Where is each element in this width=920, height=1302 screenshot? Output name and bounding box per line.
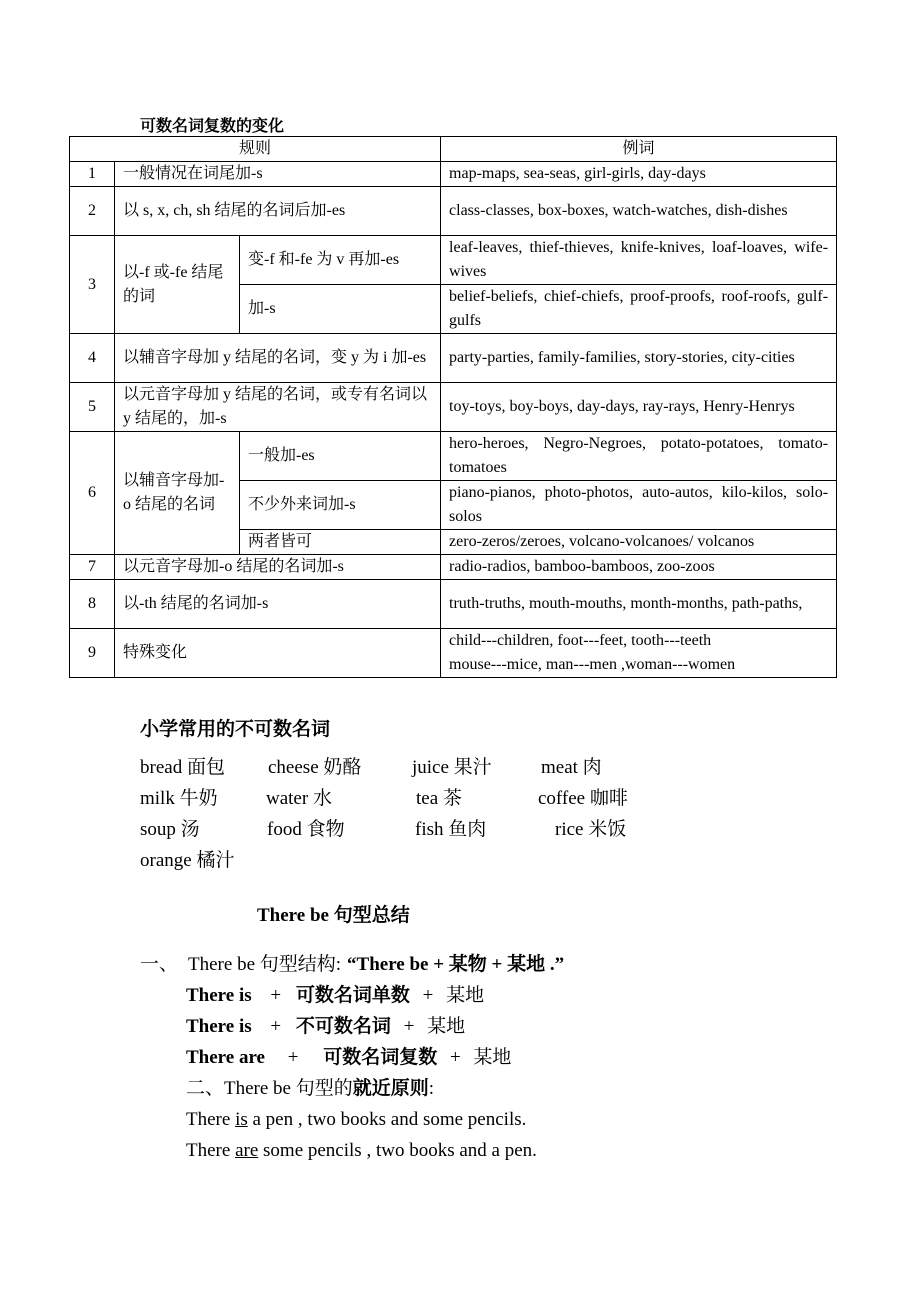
example-line: child---children, foot---feet, tooth---teeth	[449, 632, 712, 649]
formula-place: 某地	[473, 1047, 512, 1068]
example-cell: class-classes, box-boxes, watch-watches, dish-dishes	[441, 187, 837, 236]
sub-rule-cell: 两者皆可	[240, 530, 441, 555]
row-number: 4	[70, 334, 115, 383]
example-cell: leaf-leaves, thief-thieves, knife-knives, loaf-loaves, wife-wives	[441, 236, 837, 285]
sentence-start: There	[186, 1109, 236, 1130]
row-number: 1	[70, 162, 115, 187]
formula-line	[186, 984, 484, 1008]
header-example: 例词	[441, 137, 837, 162]
section-two-line	[186, 1077, 434, 1101]
formula-noun: 不可数名词	[295, 1016, 391, 1037]
example-cell: piano-pianos, photo-photos, auto-autos, kilo-kilos, solo-solos	[441, 481, 837, 530]
word-item: tea 茶	[416, 788, 462, 809]
example-sentence	[186, 1139, 537, 1163]
plus-sign: +	[270, 1016, 282, 1037]
formula-noun: 可数名词单数	[295, 985, 410, 1006]
sentence-rest: a pen , two books and some pencils.	[247, 1109, 527, 1130]
table-row	[70, 555, 837, 580]
row-number: 5	[70, 383, 115, 432]
section-text: There be 句型结构:	[188, 954, 342, 975]
word-item: juice 果汁	[412, 757, 492, 778]
formula-subject: There is	[186, 985, 252, 1006]
plus-sign: +	[449, 1047, 461, 1068]
word-item: orange 橘汁	[140, 850, 235, 871]
plus-sign: +	[422, 985, 434, 1006]
plural-rules-table	[69, 136, 837, 678]
sentence-start: There	[186, 1140, 236, 1161]
formula-place: 某地	[427, 1016, 466, 1037]
word-item: soup 汤	[140, 819, 200, 840]
rule-cell: 以-th 结尾的名词加-s	[115, 580, 441, 629]
example-sentence	[186, 1108, 526, 1132]
verb-underlined: is	[235, 1109, 248, 1130]
example-line: mouse---mice, man---men ,woman---women	[449, 656, 736, 673]
word-item: rice 米饭	[555, 819, 627, 840]
structure-formula: “There be + 某物 + 某地 .”	[347, 954, 565, 975]
word-item: water 水	[266, 788, 332, 809]
sentence-rest: some pencils , two books and a pen.	[258, 1140, 537, 1161]
there-be-title: There be 句型总结	[257, 905, 410, 926]
rule-cell: 以 s, x, ch, sh 结尾的名词后加-es	[115, 187, 441, 236]
rule-cell: 一般情况在词尾加-s	[115, 162, 441, 187]
rule-cell: 以-f 或-fe 结尾的词	[115, 236, 240, 334]
example-cell: hero-heroes, Negro-Negroes, potato-potatoes, tomato-tomatoes	[441, 432, 837, 481]
word-item: cheese 奶酪	[268, 757, 362, 778]
table-header-row	[70, 137, 837, 162]
word-item: milk 牛奶	[140, 788, 218, 809]
example-cell: radio-radios, bamboo-bamboos, zoo-zoos	[441, 555, 837, 580]
rule-cell: 特殊变化	[115, 629, 441, 678]
rule-cell: 以元音字母加 y 结尾的名词，或专有名词以 y 结尾的，加-s	[115, 383, 441, 432]
sub-rule-cell: 加-s	[240, 285, 441, 334]
plus-sign: +	[403, 1016, 415, 1037]
plus-sign: +	[270, 985, 282, 1006]
uncountable-title: 小学常用的不可数名词	[140, 719, 331, 740]
formula-subject: There are	[186, 1047, 265, 1068]
row-number: 7	[70, 555, 115, 580]
section-text: 二、There be 句型的	[186, 1078, 353, 1099]
table-title: 可数名词复数的变化	[140, 118, 285, 135]
table-row	[70, 334, 837, 383]
rule-cell: 以辅音字母加-o 结尾的名词	[115, 432, 240, 555]
example-cell: truth-truths, mouth-mouths, month-months, path-paths,	[441, 580, 837, 629]
example-cell: party-parties, family-families, story-stories, city-cities	[441, 334, 837, 383]
table-row	[70, 383, 837, 432]
row-number: 8	[70, 580, 115, 629]
example-cell	[441, 629, 837, 678]
header-rule: 规则	[70, 137, 441, 162]
row-number: 6	[70, 432, 115, 555]
formula-place: 某地	[446, 985, 485, 1006]
word-item: coffee 咖啡	[538, 788, 628, 809]
table-row	[70, 432, 837, 481]
colon: :	[428, 1078, 435, 1099]
example-cell: map-maps, sea-seas, girl-girls, day-days	[441, 162, 837, 187]
rule-cell: 以元音字母加-o 结尾的名词加-s	[115, 555, 441, 580]
row-number: 3	[70, 236, 115, 334]
formula-noun: 可数名词复数	[323, 1047, 438, 1068]
formula-line	[186, 1015, 465, 1039]
example-cell: zero-zeros/zeroes, volcano-volcanoes/ volcanos	[441, 530, 837, 555]
formula-line	[186, 1046, 511, 1070]
row-number: 9	[70, 629, 115, 678]
section-one-line	[140, 953, 564, 977]
table-row	[70, 629, 837, 678]
formula-subject: There is	[186, 1016, 252, 1037]
table-row	[70, 580, 837, 629]
table-row	[70, 187, 837, 236]
rule-cell: 以辅音字母加 y 结尾的名词，变 y 为 i 加-es	[115, 334, 441, 383]
section-number: 一、	[140, 954, 179, 975]
row-number: 2	[70, 187, 115, 236]
sub-rule-cell: 不少外来词加-s	[240, 481, 441, 530]
example-cell: belief-beliefs, chief-chiefs, proof-proofs, roof-roofs, gulf-gulfs	[441, 285, 837, 334]
word-item: food 食物	[267, 819, 345, 840]
verb-underlined: are	[235, 1140, 259, 1161]
example-cell: toy-toys, boy-boys, day-days, ray-rays, Henry-Henrys	[441, 383, 837, 432]
proximity-rule: 就近原则	[352, 1078, 429, 1099]
word-item: bread 面包	[140, 757, 225, 778]
table-row	[70, 162, 837, 187]
sub-rule-cell: 变-f 和-fe 为 v 再加-es	[240, 236, 441, 285]
word-item: meat 肉	[541, 757, 602, 778]
table-row	[70, 236, 837, 285]
sub-rule-cell: 一般加-es	[240, 432, 441, 481]
word-item: fish 鱼肉	[415, 819, 487, 840]
plus-sign: +	[287, 1047, 299, 1068]
